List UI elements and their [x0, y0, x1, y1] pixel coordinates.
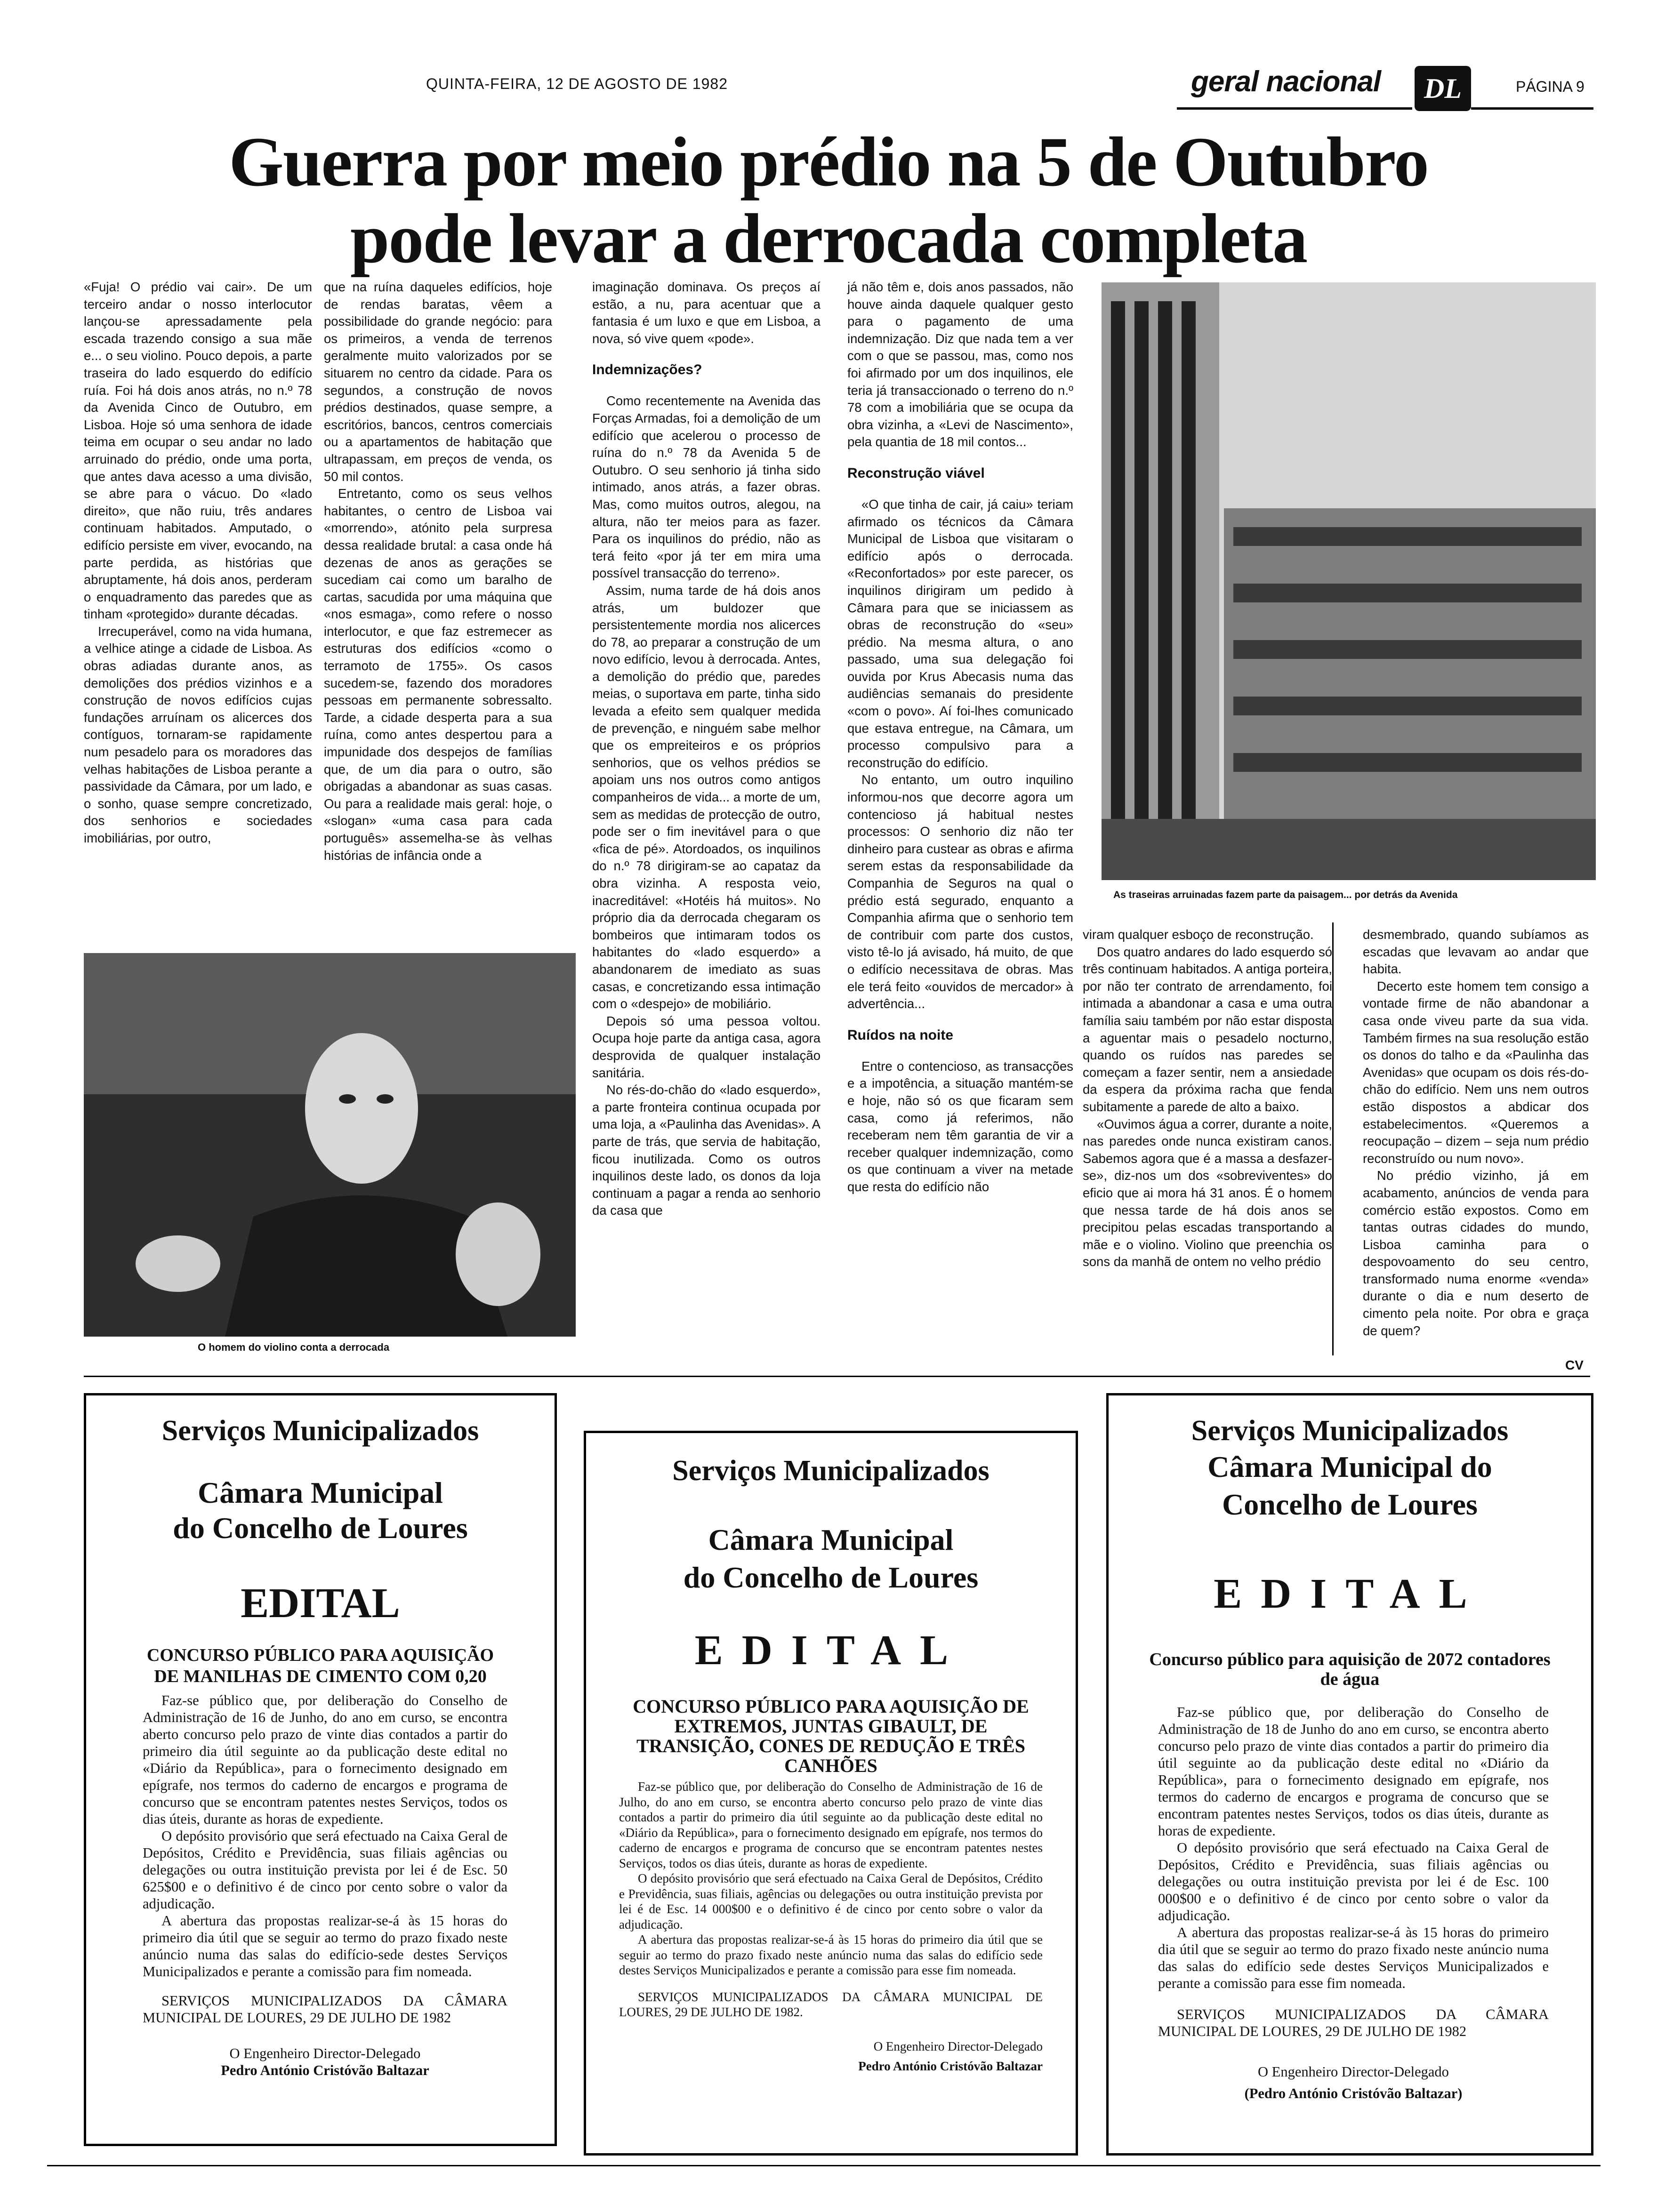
ad-body-title: Câmara Municipal [708, 1523, 954, 1556]
article-column-4 [847, 279, 1073, 1196]
ad-paragraph: Faz-se público que, por deliberação do Conselho de Administração de 18 de Junho do ano em curso, se encontra aberto concurso pelo prazo de vinte dias contados a partir do primeiro dia útil seguinte ao da publicação deste edital no «Diário da República», para o fornecimento designado em epígrafe, nos termos do caderno de encargos e programa de concurso que se encontram patentes nestes Serviços, todos os dias úteis, durante as horas de expediente. [1158, 1704, 1549, 1839]
ad-org: Serviços Municipalizados [1191, 1415, 1509, 1447]
ad-subject: CONCURSO PÚBLICO PARA AQUISIÇÃO DE EXTREMOS, JUNTAS GIBAULT, DE TRANSIÇÃO, CONES DE REDUÇÃO E TRÊS CANHÕES [633, 1696, 1029, 1776]
ad-body-title: Concelho de Loures [1222, 1488, 1478, 1521]
ad-edital-title: EDITAL [241, 1580, 400, 1627]
article-paragraph: desmembrado, quando subíamos as escadas que levavam ao andar que habita. [1363, 927, 1589, 977]
ad-body-title: do Concelho de Loures [683, 1561, 979, 1594]
article-column-2 [324, 279, 552, 864]
ad-signer-name: (Pedro António Cristóvão Baltazar) [1244, 2085, 1463, 2101]
violinist-photo [84, 953, 576, 1337]
ad-org: Serviços Municipalizados [161, 1415, 479, 1447]
header-rule [1177, 107, 1412, 110]
section-title: geral nacional [1191, 65, 1381, 98]
column-rule [1332, 922, 1334, 1355]
header-date: QUINTA-FEIRA, 12 DE AGOSTO DE 1982 [426, 75, 728, 92]
ad-paragraph: A abertura das propostas realizar-se-á às 15 horas do primeiro dia útil que se seguir ao termo do prazo fixado neste anúncio numa das salas do edifício sede destes Serviços Municipalizados e perante a comissão para esse fim nomeada. [619, 1932, 1043, 1977]
ruined-building-photo-art [1102, 282, 1596, 880]
ad-body-title: Câmara Municipal do [1207, 1450, 1492, 1483]
photo-caption-violinist: O homem do violino conta a derrocada [198, 1341, 390, 1353]
article-paragraph: No rés-do-chão do «lado esquerdo», a parte fronteira continua ocupada por uma loja, a «Paulinha das Avenidas». A parte de trás, que servia de habitação, ficou inutilizada. Como os outros inquilinos deste lado, os donos da loja continuam a pagar a renda ao senhorio da casa que [592, 1082, 820, 1218]
ad-signer-name: Pedro António Cristóvão Baltazar [221, 2062, 429, 2078]
edital-ad-2 [584, 1431, 1078, 2156]
ad-paragraph: O depósito provisório que será efectuado na Caixa Geral de Depósitos, Crédito e Previdência, suas filiais agências ou delegações ou outra instituição prevista por lei é de Esc. 100 000$00 e o definitivo é de cinco por cento sobre o valor da adjudicação. [1158, 1840, 1549, 1923]
ad-body [1158, 1704, 1549, 2102]
article-paragraph: Como recentemente na Avenida das Forças Armadas, foi a demolição de um edifício que acelerou o processo de ruína do n.º 78 da Avenida 5 de Outubro. O seu senhorio já tinha sido intimado, anos atrás, a fazer obras. Mas, como muitos outros, alegou, na altura, não ter meios para as fazer. Para os inquilinos do prédio, não as terá feito «por já ter em mira uma possível transacção do terreno». [592, 393, 820, 581]
page-number: PÁGINA 9 [1516, 78, 1585, 95]
subheading: Ruídos na noite [847, 1027, 953, 1043]
article-column-5 [1083, 926, 1332, 1271]
article-paragraph: No entanto, um outro inquilino informou-nos que decorre agora um contencioso já habitual nestes processos: O senhorio diz não ter dinheiro para custear as obras e afirma serem estas da responsabilidade da Companhia de Seguros na qual o prédio está segurado, enquanto a Companhia afirma que o senhorio tem de contribuir com parte dos custos, visto tê-lo já avisado, há muito, de que o edifício necessitava de obras. Mas ele terá feito «ouvidos de mercador» à advertência... [847, 772, 1073, 1011]
article-paragraph: Assim, numa tarde de há dois anos atrás, um buldozer que persistentemente mordia nos alicerces do 78, ao preparar a construção de um novo edifício, levou à derrocada. Antes, a demolição do prédio que, paredes meias, o suportava em parte, tinha sido levada a efeito sem qualquer medida de prevenção, e ninguém sabe melhor que os empreiteiros e os próprios senhorios, que os velhos prédios se apoiam uns nos outros como antigos companheiros de vida... a morte de um, sem as medidas de protecção de outro, pode ser o fim inevitável para o que «fica de pé». Atordoados, os inquilinos do n.º 78 dirigiram-se ao capataz da obra vizinha. A resposta veio, inacreditável: «Hotéis há muitos». No próprio dia da derrocada chegaram os bombeiros que intimaram todos os habitantes do «lado esquerdo» a abandonarem de imediato as suas casas, e concretizando essa intimação com o «despejo» de mobiliário. [592, 583, 820, 1011]
header-rule-right [1471, 107, 1593, 110]
article-paragraph: No prédio vizinho, já em acabamento, anúncios de venda para comércio estão expostos. Como em tantas outras cidades do mundo, Lisboa caminha para o despovoamento do seu centro, transformado numa enorme «venda» durante o dia e num deserto de cimento pela noite. Por obra e graça de quem? [1363, 1168, 1589, 1338]
article-paragraph: Decerto este homem tem consigo a vontade firme de não abandonar a casa onde viveu parte da sua vida. Também firmes na sua resolução estão os donos do talho e da «Paulinha das Avenidas» que ocupam os dois rés-do-chão do edifício. Nem uns nem outros estão dispostos a abdicar dos estabelecimentos. «Queremos a reocupação – dizem – seja num prédio reconstruído ou num novo». [1363, 978, 1589, 1166]
ruined-building-photo [1102, 282, 1596, 880]
ad-subject: DE MANILHAS DE CIMENTO COM 0,20 [154, 1667, 487, 1686]
article-paragraph: que na ruína daqueles edifícios, hoje de rendas baratas, vêem a possibilidade do grande negócio: para os primeiros, a venda de terrenos geralmente muito valorizados por se situarem no centro da cidade. Para os segundos, a construção de novos prédios destinados, quase sempre, a escritórios, bancos, centros comerciais ou a apartamentos de habitação que ultrapassam, em preços de venda, os 50 mil contos. [324, 280, 552, 484]
edital-ad-3 [1106, 1393, 1593, 2156]
article-column-6 [1363, 926, 1589, 1339]
ad-subject: CONCURSO PÚBLICO PARA AQUISIÇÃO [146, 1645, 494, 1665]
article-paragraph: viram qualquer esboço de reconstrução. [1083, 927, 1314, 942]
ad-org: Serviços Municipalizados [672, 1455, 989, 1487]
photo-caption-building: As traseiras arruinadas fazem parte da paisagem... por detrás da Avenida [1113, 890, 1458, 900]
ad-edital-title: EDITAL [1214, 1571, 1486, 1617]
ad-subject: Concurso público para aquisição de 2072 contadores de água [1149, 1650, 1551, 1689]
section-divider [84, 1376, 1590, 1377]
author-signature: CV [1565, 1358, 1584, 1372]
ad-body [143, 1692, 507, 2079]
newspaper-logo: DL [1415, 66, 1471, 111]
headline-line2: pode levar a derrocada completa [350, 200, 1307, 278]
ad-signer-name: Pedro António Cristóvão Baltazar [858, 2059, 1043, 2073]
ad-paragraph: A abertura das propostas realizar-se-á às 15 horas do primeiro dia útil que se seguir ao termo do prazo fixado neste anúncio numa das salas do edifício-sede destes Serviços Municipalizados e perante a comissão para fim nomeada. [143, 1913, 507, 1980]
article-paragraph: imaginação dominava. Os preços aí estão, a nu, para acentuar que a fantasia é um luxo e que em Lisboa, a nova, só vive quem «pode». [592, 280, 820, 346]
ad-signer-role: O Engenheiro Director-Delegado [229, 2045, 421, 2061]
ad-footer: SERVIÇOS MUNICIPALIZADOS DA CÂMARA MUNICIPAL DE LOURES, 29 DE JULHO DE 1982 [143, 1993, 507, 2026]
subheading: Indemnizações? [592, 362, 702, 378]
ad-paragraph: O depósito provisório que será efectuado na Caixa Geral de Depósitos, Crédito e Previdência, suas filiais agências ou delegações ou outra instituição prevista por lei é de Esc. 50 625$00 e o definitivo é de cinco por cento sobre o valor da adjudicação. [143, 1828, 507, 1912]
ad-signer-role: O Engenheiro Director-Delegado [1258, 2064, 1449, 2080]
article-paragraph: já não têm e, dois anos passados, não houve ainda daquele qualquer gesto para o pagamento de uma indemnização. Diz que nada tem a ver com o que se passou, mas, como nos foi afirmado por um dos inquilinos, ele teria já transaccionado o terreno do n.º 78 com a imobiliária que se ocupa da obra vizinha, a «Levi de Nascimento», pela quantia de 18 mil contos... [847, 280, 1073, 449]
article-paragraph: Dos quatro andares do lado esquerdo só três continuam habitados. A antiga porteira, por não ter contrato de arrendamento, foi intimada a abandonar a casa e uma outra família saiu também por não estar disposta a aguentar mais o pesadelo nocturno, quando os ruídos nas paredes se começam a fazer sentir, nem a ansiedade da espera da próxima racha que fenda subitamente a parede de alto a baixo. [1083, 944, 1332, 1114]
article-paragraph: Entretanto, como os seus velhos habitantes, o centro de Lisboa vai «morrendo», atónito pela surpresa dessa realidade brutal: a casa onde há dezenas de anos as gerações se sucediam cai como um baralho de cartas, sacudida por uma máquina que «nos esmaga», como refere o nosso interlocutor, e que faz estremecer as estruturas dos edifícios «como o terramoto de 1755». Os casos sucedem-se, fazendo dos moradores pessoas em permanente sobressalto. Tarde, a cidade desperta para a sua ruína, como antes despertou para a impunidade dos despejos de famílias que, de um dia para o outro, são obrigadas a abandonar as suas casas. Ou para a realidade mais geral: hoje, o «slogan» «uma casa para cada português» assemelha-se às velhas histórias de infância onde a [324, 486, 552, 863]
article-paragraph: Depois só uma pessoa voltou. Ocupa hoje parte da antiga casa, agora desprovida de qualquer instalação sanitária. [592, 1013, 820, 1080]
ad-footer: SERVIÇOS MUNICIPALIZADOS DA CÂMARA MUNICIPAL DE LOURES, 29 DE JULHO DE 1982. [619, 1989, 1043, 2019]
ad-paragraph: A abertura das propostas realizar-se-á às 15 horas do primeiro dia útil que se seguir ao termo do prazo fixado neste anúncio numa das salas do edifício sede destes Serviços Municipalizados e perante a comissão para esse fim nomeada. [1158, 1924, 1549, 1991]
headline-line1: Guerra por meio prédio na 5 de Outubro [229, 123, 1428, 201]
article-paragraph: Entre o contencioso, as transacções e a impotência, a situação mantém-se e hoje, não só os que ficaram sem casa, como já referimos, não receberam nem têm garantia de vir a receber qualquer indemnização, como os que continuam a viver na metade que resta do edifício não [847, 1058, 1073, 1194]
ad-body-title: do Concelho de Loures [173, 1511, 468, 1545]
ad-signer-role: O Engenheiro Director-Delegado [873, 2039, 1043, 2053]
article-paragraph: «Fuja! O prédio vai cair». De um terceiro andar o nosso interlocutor lançou-se apressadamente pela escada trazendo consigo a sua mãe e... o seu violino. Pouco depois, a parte traseira do lado esquerdo do edifício ruía. Foi há dois anos atrás, no n.º 78 da Avenida Cinco de Outubro, em Lisboa. Hoje só uma senhora de idade teima em ocupar o seu andar no lado arruinado do prédio, onde uma porta, que antes dava acesso a uma divisão, se abre para o vácuo. Do «lado direito», que não ruiu, três andares continuam habitados. Amputado, o edifício persiste em viver, evocando, na parte perdida, as histórias que abruptamente, há dois anos, perderam o enquadramento das paredes que as tinham «protegido» durante décadas. [84, 280, 312, 622]
ad-body [619, 1779, 1043, 2074]
article-paragraph: «O que tinha de cair, já caiu» teriam afirmado os técnicos da Câmara Municipal de Lisboa que visitaram o edifício após o derrocada. «Reconfortados» por este parecer, os inquilinos dirigiram um pedido à Câmara para que se iniciassem as obras de reconstrução do «seu» prédio. Na mesma altura, o ano passado, uma sua delegação foi ouvida por Krus Abecasis numa das audiências semanais do presidente «com o povo». Aí foi-lhes comunicado que estava entregue, na Câmara, um processo compulsivo para a reconstrução do edifício. [847, 497, 1073, 770]
article-paragraph: Irrecuperável, como na vida humana, a velhice atinge a cidade de Lisboa. As obras adiadas durante anos, as demolições dos prédios vizinhos e a construção de novos edifícios cujas fundações arruínam os alicerces dos contíguos, tornaram-se rapidamente num pesadelo para os moradores das velhas habitações de Lisboa perante a passividade da Câmara, por um lado, e o sonho, quase sempre concretizado, dos senhorios e sociedades imobiliárias, por outro, [84, 624, 312, 845]
article-column-1 [84, 279, 312, 847]
ad-edital-title: EDITAL [694, 1627, 967, 1674]
subheading: Reconstrução viável [847, 465, 985, 481]
violinist-photo-art [84, 953, 576, 1337]
ad-body-title: Câmara Municipal [198, 1476, 443, 1509]
page-bottom-rule [47, 2165, 1601, 2166]
article-column-3 [592, 279, 820, 1219]
ad-paragraph: Faz-se público que, por deliberação do Conselho de Administração de 16 de Junho, do ano em curso, se encontra aberto concurso pelo prazo de vinte dias contados a partir do primeiro dia útil seguinte ao da publicação deste edital no «Diário da República», para o fornecimento designado em epígrafe, nos termos do caderno de encargos e programa de concurso que se encontram patentes nestes Serviços, todos os dias úteis, durante as horas de expediente. [143, 1692, 507, 1827]
ad-paragraph: Faz-se público que, por deliberação do Conselho de Administração de 16 de Julho, do ano em curso, se encontra aberto concurso pelo prazo de vinte dias contados a partir do primeiro dia útil seguinte ao da publicação deste edital no «Diário da República», para o fornecimento designado em epígrafe, nos termos do caderno de encargos e programa de concurso que se encontram patentes nestes Serviços, todos os dias úteis, durante as horas de expediente. [619, 1779, 1043, 1870]
ad-paragraph: O depósito provisório que será efectuado na Caixa Geral de Depósitos, Crédito e Previdência, suas filiais, agências ou delegações ou outra instituição prevista por lei é de Esc. 14 000$00 e o definitivo é de cinco por cento sobre o valor da adjudicação. [619, 1871, 1043, 1931]
edital-ad-1 [84, 1393, 557, 2146]
ad-footer: SERVIÇOS MUNICIPALIZADOS DA CÂMARA MUNICIPAL DE LOURES, 29 DE JULHO DE 1982 [1158, 2006, 1549, 2039]
article-paragraph: «Ouvimos água a correr, durante a noite, nas paredes onde nunca existiram canos. Sabemos agora que é a massa a desfazer-se», diz-nos um dos «sobreviventes» do eficio que ai mora há 31 anos. É o homem que nessa tarde de há dois anos se precipitou pelas escadas transportando a mãe e o violino. Violino que preenchia os sons da manhã de ontem no velho prédio [1083, 1116, 1332, 1269]
